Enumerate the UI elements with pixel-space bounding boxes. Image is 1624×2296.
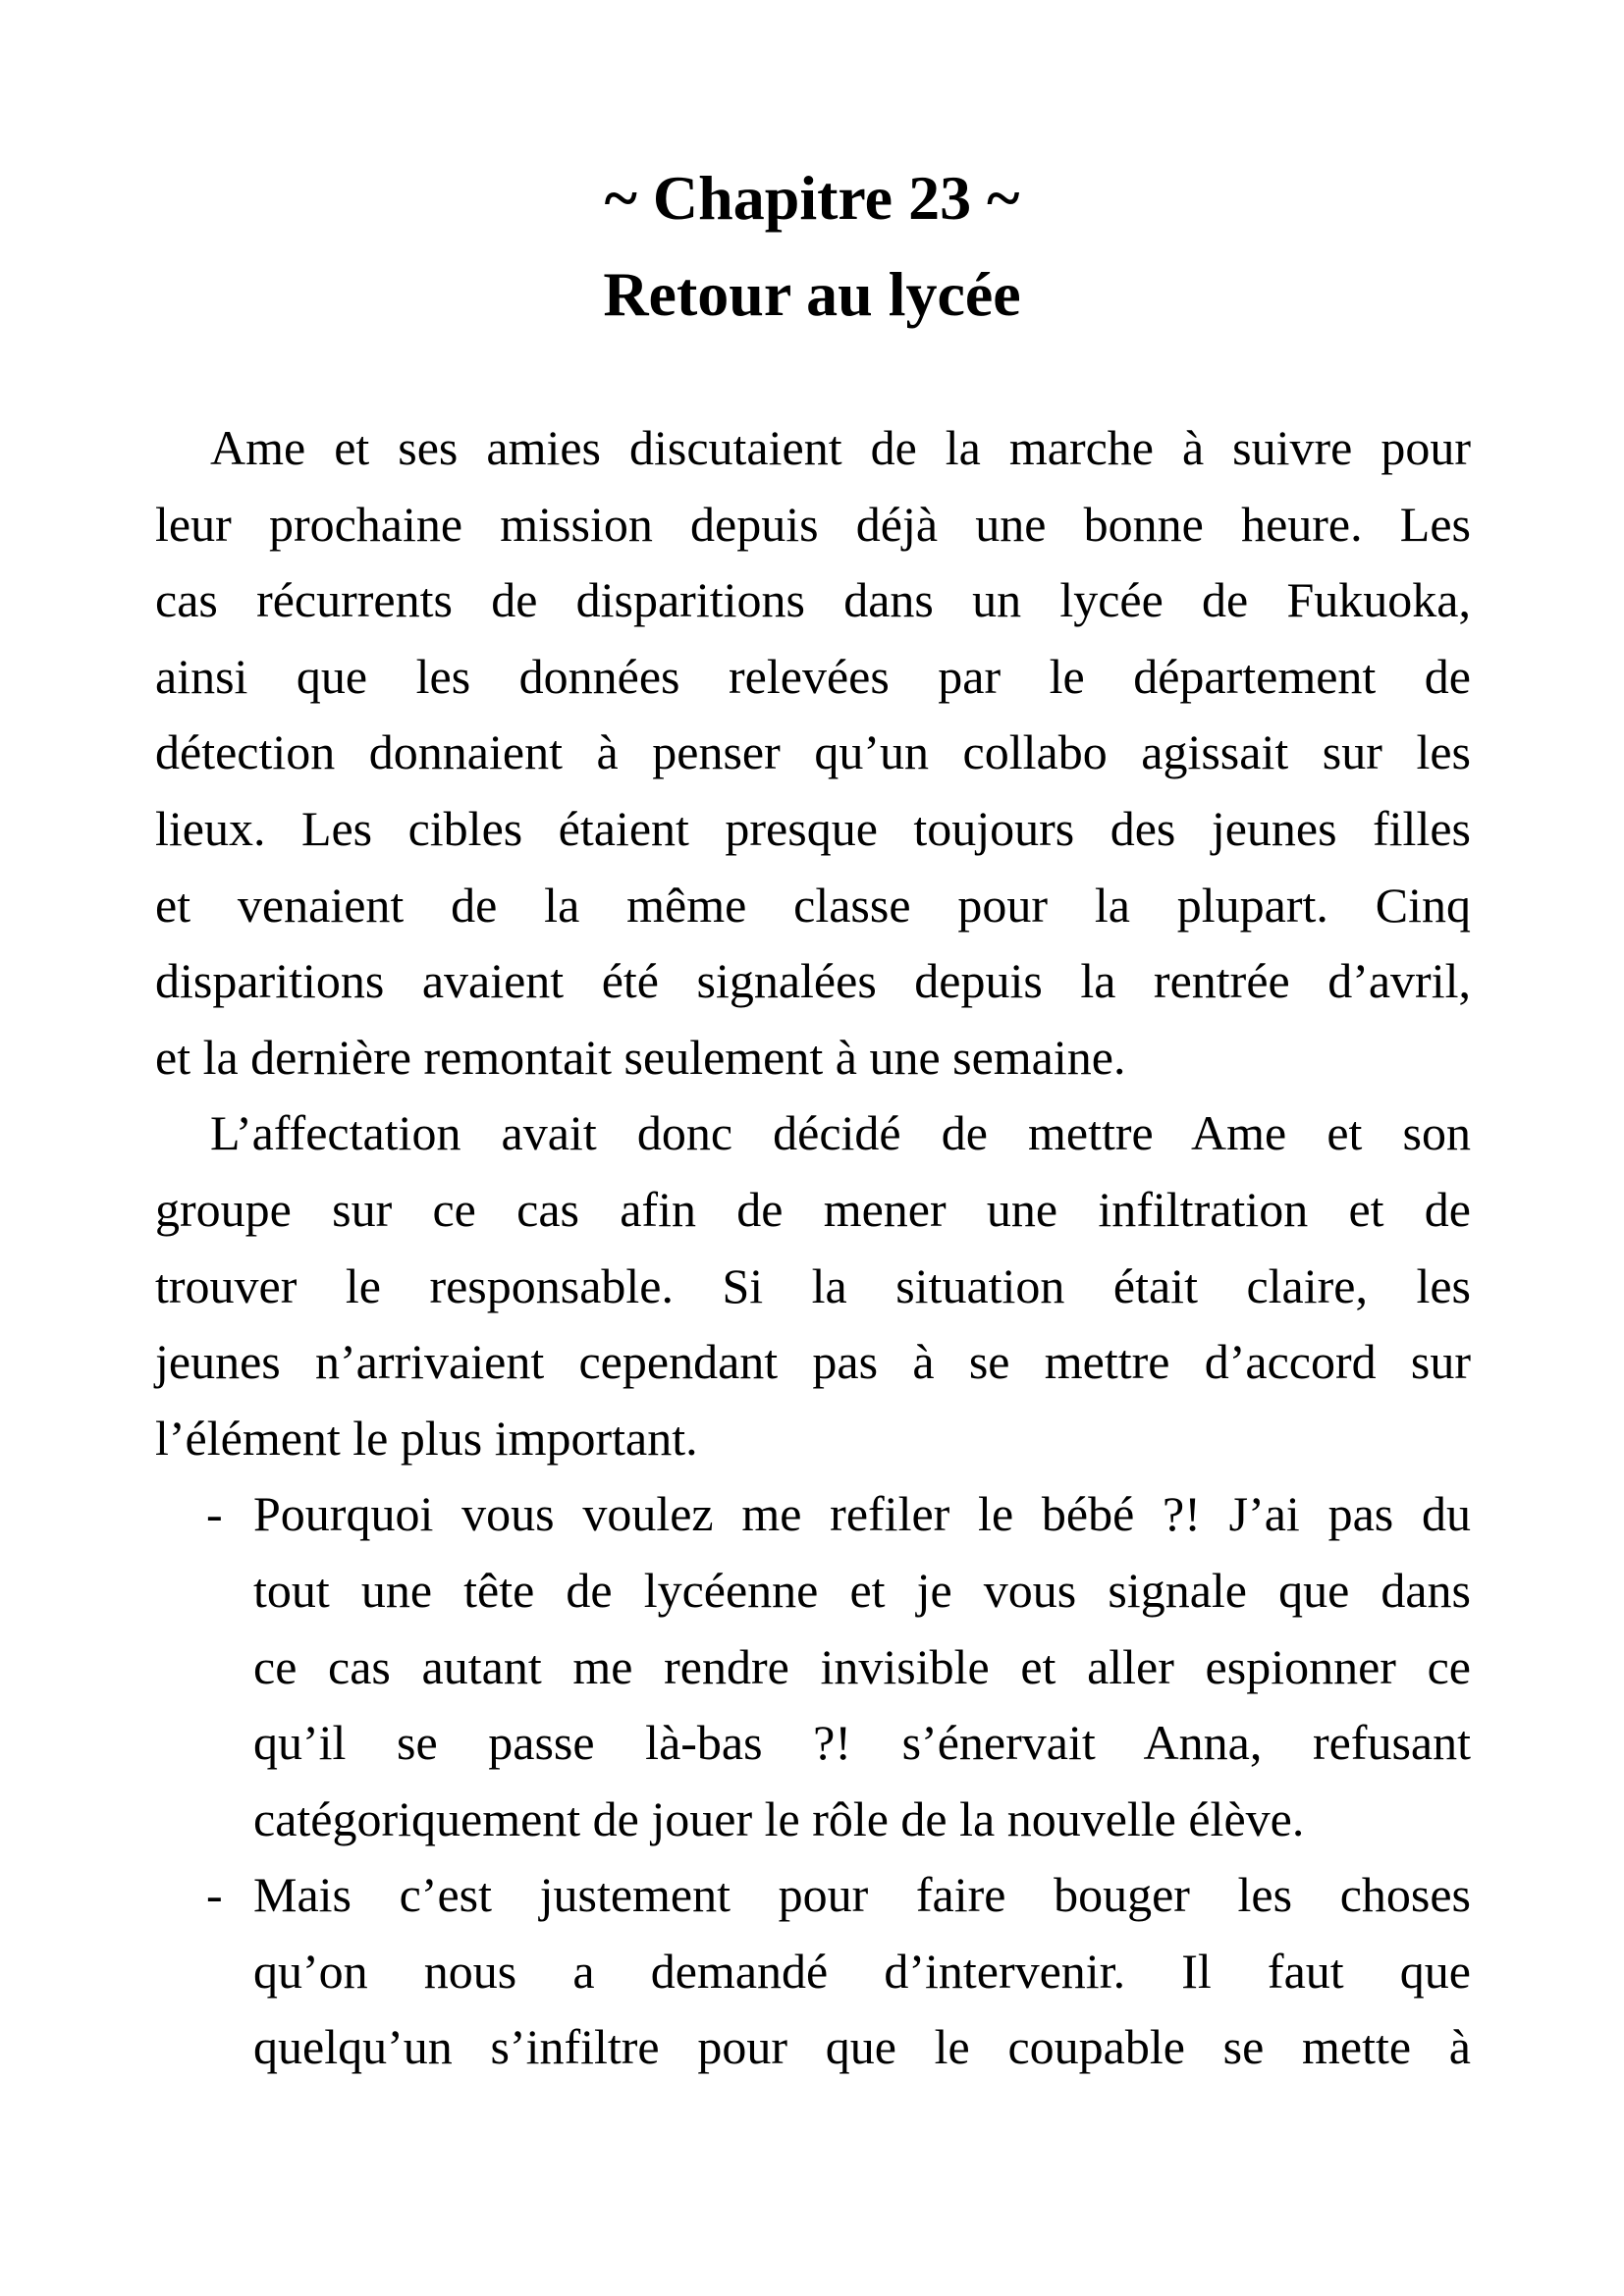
text-line: Pourquoi vous voulez me refiler le bébé ?! J’ai pas du	[253, 1486, 1471, 1542]
chapter-title: Retour au lycée	[603, 259, 1021, 329]
text-line: disparitions avaient été signalées depuis la rentrée d’avril,	[155, 953, 1471, 1009]
text-line: tout une tête de lycéenne et je vous signale que dans	[253, 1562, 1471, 1618]
text-line: détection donnaient à penser qu’un collabo agissait sur les	[155, 724, 1471, 780]
text-line: lieux. Les cibles étaient presque toujours des jeunes filles	[155, 800, 1471, 856]
text-line: qu’il se passe là-bas ?! s’énervait Anna, refusant	[253, 1715, 1471, 1771]
text-line: et venaient de la même classe pour la plupart. Cinq	[155, 877, 1471, 933]
chapter-body	[155, 410, 1471, 2086]
text-line: catégoriquement de jouer le rôle de la nouvelle élève.	[253, 1790, 1305, 1846]
text-line: cas récurrents de disparitions dans un lycée de Fukuoka,	[155, 572, 1471, 628]
text-line: l’élément le plus important.	[155, 1410, 698, 1466]
chapter-number-heading: ~ Chapitre 23 ~	[604, 163, 1020, 233]
text-line: Mais c’est justement pour faire bouger les choses	[253, 1867, 1471, 1923]
text-line: qu’on nous a demandé d’intervenir. Il faut que	[253, 1943, 1471, 1999]
text-line: quelqu’un s’infiltre pour que le coupable se mette à	[253, 2019, 1471, 2075]
paragraph-2	[155, 1095, 1471, 1476]
text-line: groupe sur ce cas afin de mener une infiltration et de	[155, 1181, 1471, 1237]
text-line: et la dernière remontait seulement à une semaine.	[155, 1029, 1126, 1085]
dialogue-dash: -	[206, 1867, 223, 1923]
dialogue-dash: -	[206, 1486, 223, 1542]
text-line: leur prochaine mission depuis déjà une bonne heure. Les	[155, 496, 1471, 552]
text-line: L’affectation avait donc décidé de mettre Ame et son	[210, 1105, 1471, 1161]
text-line: trouver le responsable. Si la situation était claire, les	[155, 1257, 1471, 1313]
paragraph-1	[155, 410, 1471, 1095]
text-line: jeunes n’arrivaient cependant pas à se mettre d’accord sur	[155, 1334, 1471, 1390]
dialogue-item-1	[155, 1476, 1471, 1857]
text-line: Ame et ses amies discutaient de la marche à suivre pour	[210, 420, 1471, 475]
text-line: ce cas autant me rendre invisible et aller espionner ce	[253, 1638, 1471, 1694]
dialogue-item-2	[155, 1857, 1471, 2086]
text-line: ainsi que les données relevées par le département de	[155, 648, 1471, 704]
